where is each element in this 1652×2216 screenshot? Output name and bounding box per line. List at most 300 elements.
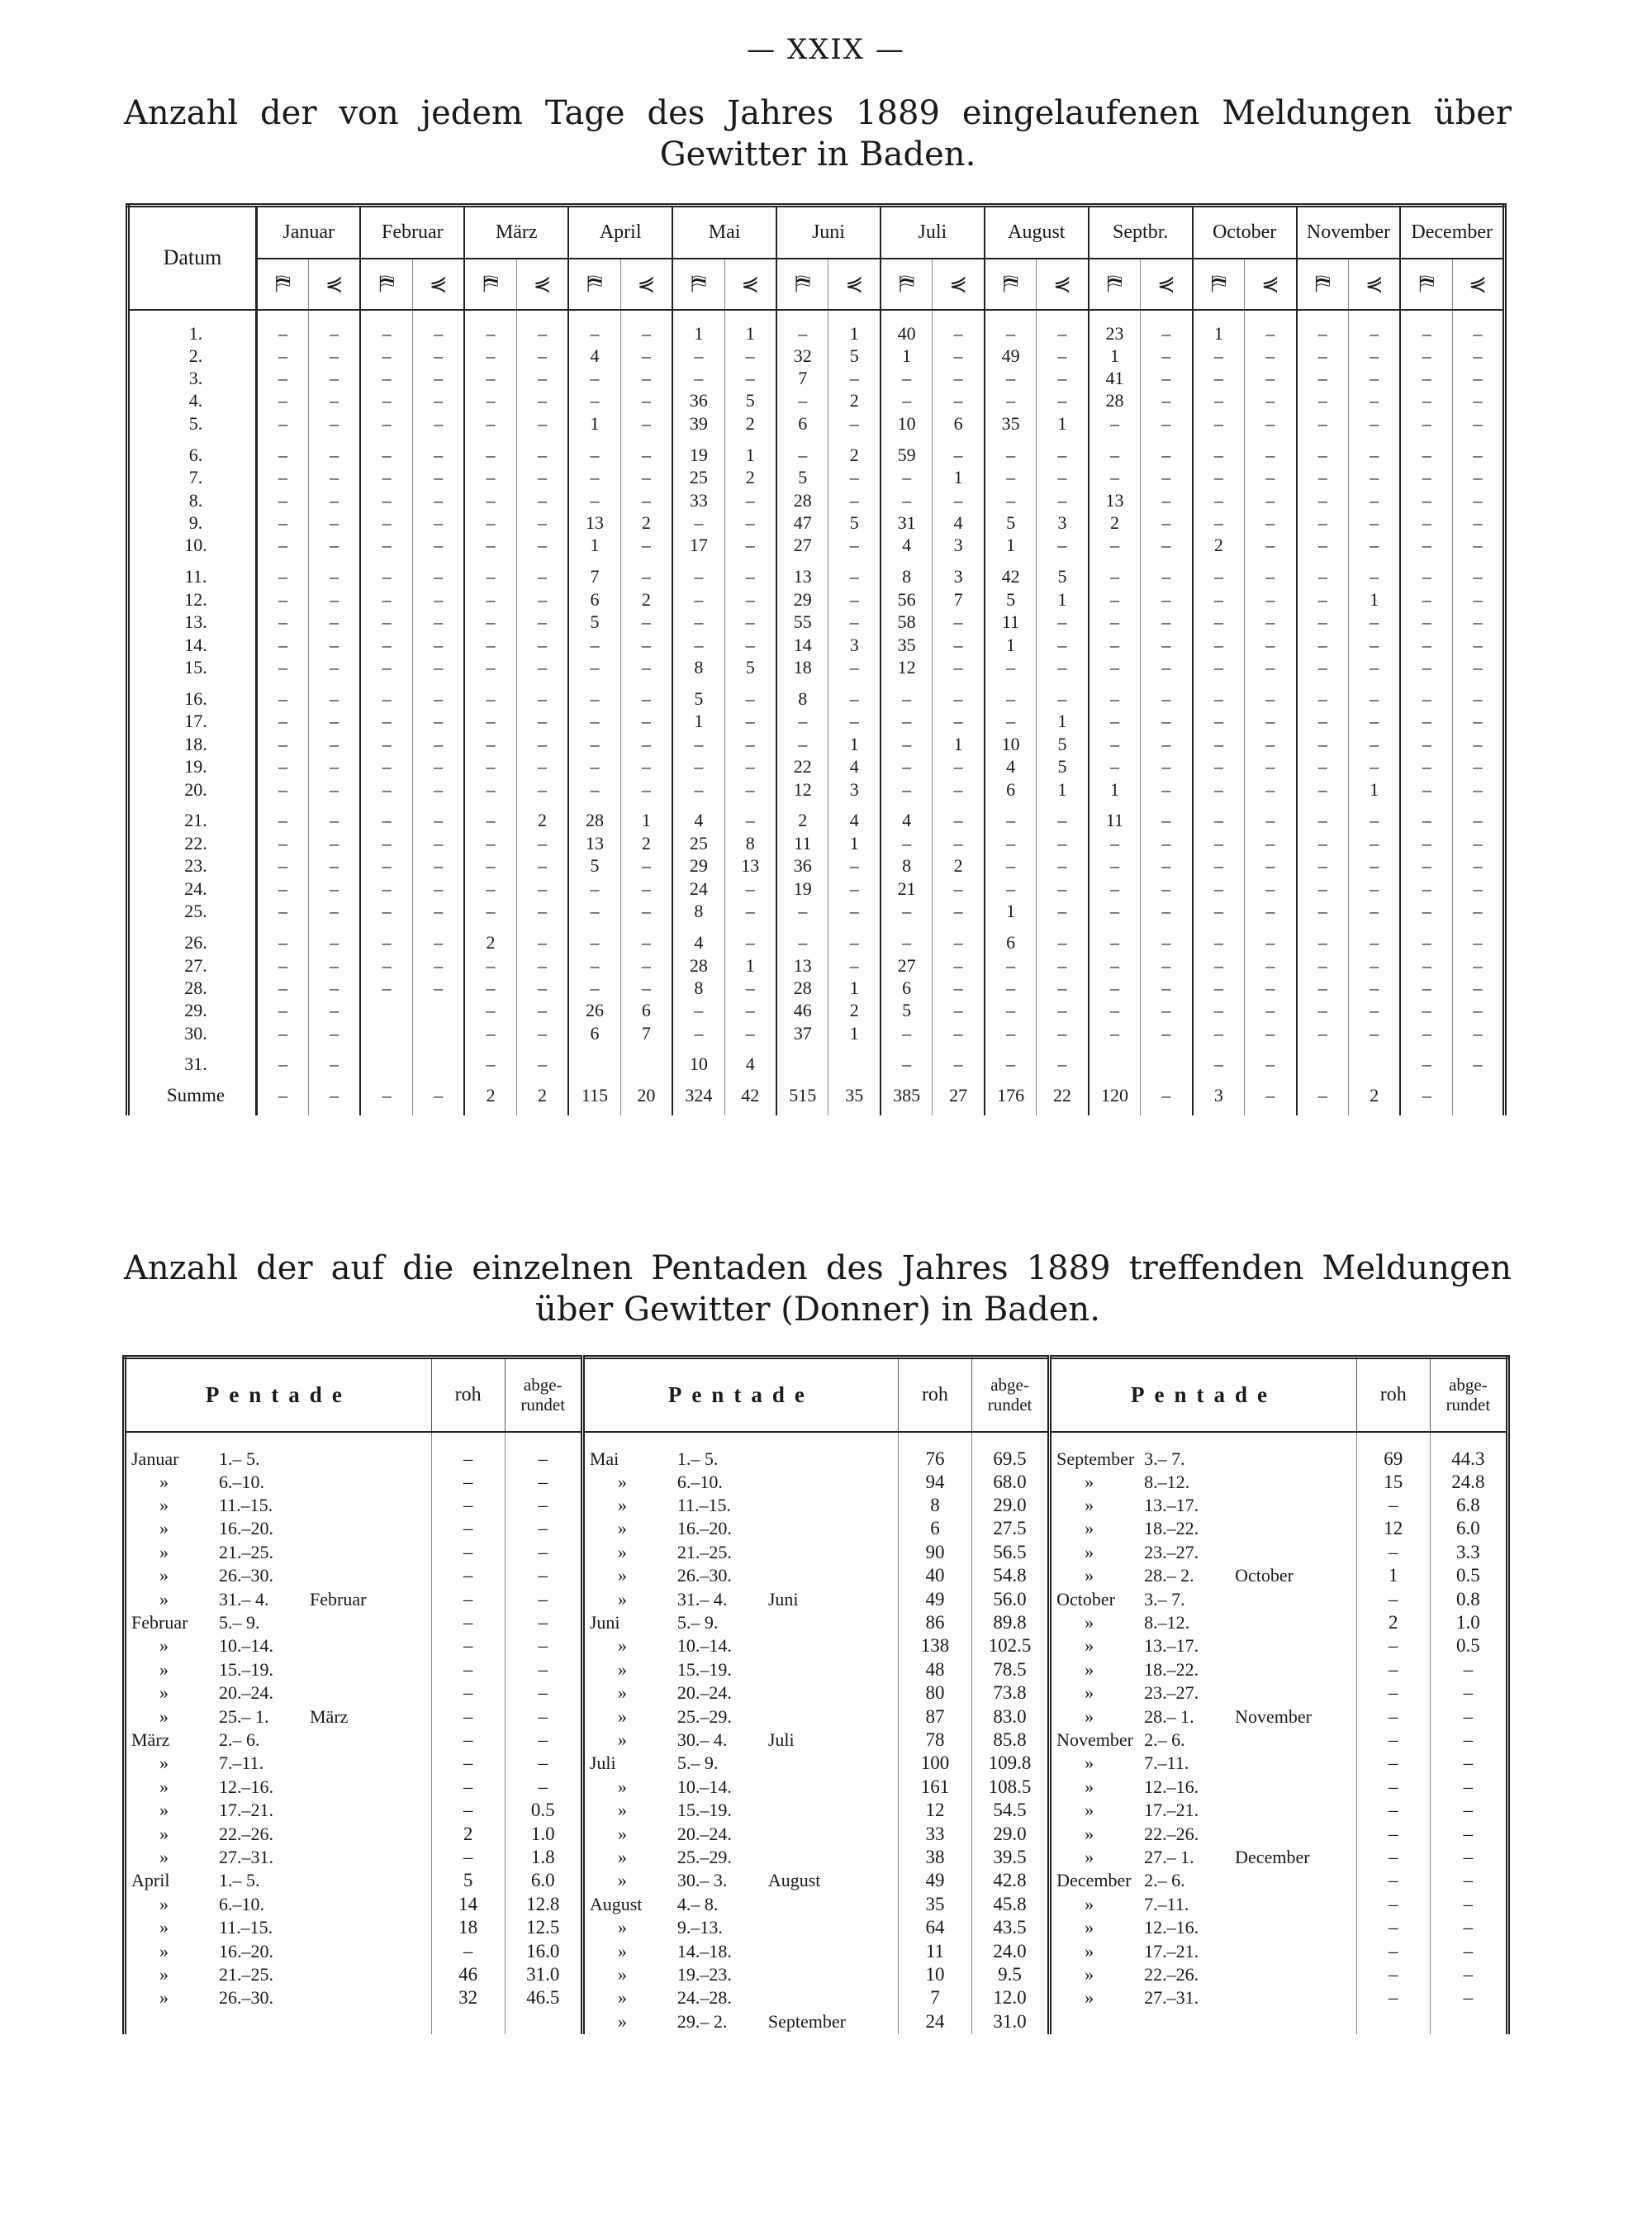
count-cell: – — [620, 534, 672, 556]
count-cell: 4 — [672, 801, 724, 832]
count-cell: – — [1452, 611, 1504, 633]
month-name: » — [159, 1776, 169, 1797]
count-cell: – — [776, 900, 828, 922]
sum-cell: 515 — [776, 1076, 828, 1115]
roh-value: – — [1356, 1799, 1430, 1822]
roh-value: – — [1356, 1634, 1430, 1657]
count-cell — [1141, 1044, 1193, 1076]
count-cell: – — [1245, 389, 1297, 411]
count-cell: – — [412, 854, 464, 877]
day-range: 12.–16. — [219, 1776, 273, 1797]
count-cell: – — [1245, 832, 1297, 854]
count-cell: 13 — [776, 557, 828, 588]
month-name: » — [617, 1940, 627, 1962]
count-cell: – — [1193, 922, 1245, 953]
count-cell: – — [464, 678, 516, 710]
day-range: 21.–25. — [219, 1541, 273, 1562]
month-name: April — [131, 1870, 170, 1891]
roh-value: 80 — [898, 1681, 971, 1705]
count-cell: – — [1400, 953, 1452, 976]
count-cell: – — [1349, 755, 1401, 778]
count-cell: – — [828, 877, 881, 900]
count-cell: – — [412, 534, 464, 556]
count-cell: – — [360, 412, 412, 435]
count-cell: – — [568, 900, 620, 922]
pentade-label — [582, 1963, 898, 1986]
sum-cell: 176 — [985, 1076, 1037, 1115]
count-cell: – — [1400, 854, 1452, 877]
day-range: 25.–29. — [676, 1705, 732, 1727]
abgerundet-value: – — [505, 1776, 582, 1799]
day-label: 19. — [128, 755, 257, 778]
lightning-flag-icon: ⛿ — [985, 259, 1037, 310]
roh-value: 161 — [898, 1776, 971, 1799]
count-cell: – — [464, 733, 516, 755]
count-cell: – — [412, 801, 464, 832]
count-cell: – — [1349, 557, 1401, 588]
pentade-label — [125, 1494, 432, 1517]
count-cell: – — [257, 977, 309, 999]
abgerundet-value: – — [1430, 1822, 1507, 1845]
count-cell: – — [1349, 389, 1401, 411]
count-cell: – — [412, 710, 464, 732]
count-cell: – — [360, 900, 412, 922]
count-cell: – — [412, 922, 464, 953]
next-month: September — [767, 2011, 846, 2033]
roh-value: 10 — [898, 1963, 971, 1986]
count-cell: – — [308, 488, 360, 511]
count-cell: – — [1193, 953, 1245, 976]
count-cell: 6 — [985, 922, 1037, 953]
day-range: 20.–24. — [676, 1682, 732, 1704]
roh-header: roh — [431, 1358, 505, 1432]
count-cell: – — [724, 1021, 776, 1044]
count-cell: – — [985, 1021, 1037, 1044]
count-cell: – — [360, 389, 412, 411]
roh-value: – — [1356, 1658, 1430, 1681]
count-cell: – — [1037, 977, 1089, 999]
table-row — [128, 733, 1505, 755]
count-cell: – — [1452, 534, 1504, 556]
day-label: 7. — [128, 466, 257, 488]
month-name: December — [1056, 1870, 1132, 1891]
day-label: 15. — [128, 656, 257, 678]
count-cell: – — [464, 588, 516, 611]
count-cell: – — [308, 755, 360, 778]
count-cell: 10 — [881, 412, 933, 435]
pentade-label — [1050, 1658, 1357, 1681]
count-cell: – — [568, 367, 620, 389]
count-cell: – — [1089, 977, 1141, 999]
count-cell: – — [1037, 832, 1089, 854]
table-row — [128, 435, 1505, 466]
sum-cell: 27 — [933, 1076, 985, 1115]
count-cell: – — [412, 557, 464, 588]
count-cell: – — [672, 345, 724, 367]
count-cell: – — [257, 999, 309, 1021]
table-row — [128, 999, 1505, 1021]
table-row — [128, 977, 1505, 999]
pentade-label — [125, 1564, 432, 1587]
abgerundet-value: 45.8 — [971, 1893, 1049, 1916]
count-cell — [360, 1044, 412, 1076]
month-name: » — [617, 1776, 627, 1797]
abgerundet-value: – — [505, 1634, 582, 1657]
sum-cell: 2 — [516, 1076, 568, 1115]
count-cell: – — [1037, 922, 1089, 953]
day-label: 11. — [128, 557, 257, 588]
count-cell: – — [464, 466, 516, 488]
count-cell: – — [1349, 412, 1401, 435]
count-cell: – — [464, 854, 516, 877]
pentade-label — [582, 1611, 898, 1634]
pentade-label — [125, 2009, 432, 2034]
roh-value: 1 — [1356, 1564, 1430, 1587]
day-label: 3. — [128, 367, 257, 389]
count-cell: – — [1141, 977, 1193, 999]
count-cell: – — [1037, 466, 1089, 488]
datum-header: Datum — [128, 206, 257, 310]
month-name: » — [617, 1541, 627, 1562]
table-row — [128, 656, 1505, 678]
count-cell: – — [881, 755, 933, 778]
count-cell: 14 — [776, 633, 828, 655]
count-cell: – — [1297, 435, 1349, 466]
month-name: » — [617, 1823, 627, 1844]
count-cell: 21 — [881, 877, 933, 900]
day-range: 23.–27. — [1144, 1682, 1199, 1704]
count-cell: – — [412, 832, 464, 854]
month-header: October — [1193, 206, 1297, 259]
day-label: 31. — [128, 1044, 257, 1076]
rundet-label: rundet — [520, 1395, 566, 1415]
count-cell: 11 — [776, 832, 828, 854]
table-row — [128, 900, 1505, 922]
roh-value: 11 — [898, 1939, 971, 1962]
month-name: » — [1085, 1518, 1094, 1539]
count-cell: – — [985, 877, 1037, 900]
abgerundet-value: 83.0 — [971, 1705, 1049, 1728]
count-cell: – — [672, 367, 724, 389]
count-cell: – — [1141, 999, 1193, 1021]
count-cell: – — [257, 534, 309, 556]
lightning-flag-icon: ⛿ — [1089, 259, 1141, 310]
roh-value: 7 — [898, 1986, 971, 2009]
pentade-table — [122, 1355, 1510, 2034]
count-cell: – — [1297, 832, 1349, 854]
count-cell: – — [308, 854, 360, 877]
count-cell: – — [985, 1044, 1037, 1076]
count-cell: – — [1349, 1021, 1401, 1044]
count-cell: – — [1349, 310, 1401, 345]
count-cell: – — [1037, 801, 1089, 832]
count-cell: – — [1297, 534, 1349, 556]
count-cell: 41 — [1089, 367, 1141, 389]
pentade-label — [582, 1494, 898, 1517]
count-cell: 1 — [985, 534, 1037, 556]
count-cell: – — [1245, 778, 1297, 800]
roh-value: – — [431, 1939, 505, 1962]
count-cell: – — [1349, 877, 1401, 900]
pentade-label — [1050, 1752, 1357, 1775]
count-cell: – — [1297, 588, 1349, 611]
pentade-label — [582, 1822, 898, 1845]
count-cell: 8 — [672, 977, 724, 999]
count-cell: – — [1452, 389, 1504, 411]
count-cell: – — [1141, 310, 1193, 345]
abgerundet-value — [505, 2009, 582, 2034]
day-label: 9. — [128, 511, 257, 534]
day-label: 4. — [128, 389, 257, 411]
count-cell: – — [1089, 557, 1141, 588]
roh-value: 33 — [898, 1822, 971, 1845]
count-cell: – — [776, 435, 828, 466]
count-cell: – — [1089, 678, 1141, 710]
count-cell: 6 — [776, 412, 828, 435]
count-cell: – — [620, 922, 672, 953]
abgerundet-header — [1430, 1358, 1507, 1432]
count-cell: – — [1141, 922, 1193, 953]
count-cell: – — [516, 588, 568, 611]
count-cell: 27 — [776, 534, 828, 556]
count-cell: – — [1037, 854, 1089, 877]
count-cell: – — [1193, 832, 1245, 854]
count-cell: – — [881, 778, 933, 800]
month-name: Juli — [589, 1752, 616, 1774]
month-name: » — [1085, 1471, 1094, 1492]
pentade-label — [582, 1681, 898, 1705]
count-cell: – — [568, 488, 620, 511]
count-cell: 18 — [776, 656, 828, 678]
count-cell: – — [620, 778, 672, 800]
count-cell: – — [1089, 999, 1141, 1021]
month-name: » — [617, 1495, 627, 1516]
roh-value: 69 — [1356, 1432, 1430, 1471]
count-cell: – — [828, 488, 881, 511]
count-cell: – — [1141, 832, 1193, 854]
count-cell: – — [933, 633, 985, 655]
month-name: » — [1085, 1987, 1094, 2009]
pentade-label — [1050, 1705, 1357, 1728]
day-range: 21.–25. — [676, 1541, 732, 1562]
abgerundet-value: – — [505, 1471, 582, 1494]
abgerundet-value: 6.8 — [1430, 1494, 1507, 1517]
day-range: 28.– 1. — [1144, 1705, 1194, 1727]
count-cell: 1 — [828, 832, 881, 854]
count-cell: 5 — [985, 588, 1037, 611]
count-cell: – — [1037, 953, 1089, 976]
count-cell: – — [1141, 710, 1193, 732]
count-cell: – — [257, 710, 309, 732]
day-range: 31.– 4. — [219, 1588, 269, 1610]
count-cell: – — [1245, 466, 1297, 488]
count-cell: – — [1400, 534, 1452, 556]
abgerundet-value: 39.5 — [971, 1846, 1049, 1869]
day-label: 10. — [128, 534, 257, 556]
count-cell: – — [1297, 755, 1349, 778]
day-range: 20.–24. — [219, 1682, 273, 1704]
day-range: 12.–16. — [1144, 1776, 1199, 1797]
sum-cell: 2 — [1349, 1076, 1401, 1115]
count-cell: – — [308, 656, 360, 678]
next-month: Juni — [767, 1588, 799, 1610]
day-range: 20.–24. — [676, 1823, 732, 1844]
count-cell: – — [568, 633, 620, 655]
count-cell: – — [1141, 367, 1193, 389]
count-cell: – — [1452, 778, 1504, 800]
count-cell: – — [412, 389, 464, 411]
next-month: März — [310, 1705, 349, 1727]
count-cell: 6 — [568, 1021, 620, 1044]
thunder-symbol-icon: ⋞ — [828, 259, 881, 310]
count-cell: – — [724, 733, 776, 755]
roh-value: 46 — [431, 1963, 505, 1986]
day-range: 5.– 9. — [219, 1612, 260, 1633]
count-cell: – — [516, 1044, 568, 1076]
abgerundet-value: – — [505, 1494, 582, 1517]
abgerundet-value: 56.5 — [971, 1541, 1049, 1564]
count-cell: 6 — [933, 412, 985, 435]
pentade-label — [125, 1869, 432, 1892]
roh-value: 14 — [431, 1893, 505, 1916]
abgerundet-value: – — [505, 1611, 582, 1634]
count-cell: – — [516, 466, 568, 488]
count-cell: – — [1245, 977, 1297, 999]
month-name: » — [1085, 1658, 1094, 1680]
count-cell: – — [881, 710, 933, 732]
count-cell: – — [1193, 435, 1245, 466]
month-header: December — [1400, 206, 1504, 259]
count-cell: – — [672, 755, 724, 778]
pentade-label — [582, 1869, 898, 1892]
count-cell: – — [308, 1044, 360, 1076]
count-cell: 25 — [672, 832, 724, 854]
table-row — [128, 488, 1505, 511]
day-range: 16.–20. — [219, 1518, 273, 1539]
sum-cell: 42 — [724, 1076, 776, 1115]
pentade-label — [125, 1822, 432, 1845]
count-cell: – — [620, 389, 672, 411]
month-name: September — [1056, 1448, 1135, 1469]
count-cell: – — [568, 656, 620, 678]
table-row — [125, 1705, 1508, 1728]
day-label: 16. — [128, 678, 257, 710]
table-row — [128, 588, 1505, 611]
count-cell: 8 — [724, 832, 776, 854]
count-cell: – — [1400, 488, 1452, 511]
count-cell: – — [257, 733, 309, 755]
count-cell: – — [933, 435, 985, 466]
roh-value: 138 — [898, 1634, 971, 1657]
count-cell: 35 — [985, 412, 1037, 435]
count-cell: – — [985, 710, 1037, 732]
sum-cell — [1452, 1076, 1504, 1115]
count-cell: – — [308, 801, 360, 832]
pentade-label — [582, 1432, 898, 1471]
abge-label: abge- — [1449, 1375, 1488, 1396]
abgerundet-value: 0.5 — [1430, 1564, 1507, 1587]
month-name: » — [617, 1800, 627, 1821]
pentade-label — [1050, 1846, 1357, 1869]
count-cell: – — [1193, 367, 1245, 389]
roh-value: – — [1356, 1729, 1430, 1752]
count-cell: – — [516, 345, 568, 367]
count-cell: 1 — [724, 435, 776, 466]
day-range: 9.–13. — [676, 1917, 723, 1938]
count-cell: – — [516, 412, 568, 435]
count-cell: 1 — [828, 1021, 881, 1044]
abgerundet-value: – — [1430, 1916, 1507, 1939]
count-cell: – — [1245, 367, 1297, 389]
month-name: » — [1085, 1963, 1094, 1985]
table-row — [128, 466, 1505, 488]
count-cell: – — [620, 755, 672, 778]
day-range: 30.– 4. — [676, 1729, 728, 1750]
count-cell: – — [620, 678, 672, 710]
month-name: » — [159, 1963, 169, 1985]
pentade-label — [582, 1705, 898, 1728]
sum-label: Summe — [128, 1076, 257, 1115]
count-cell: – — [1245, 633, 1297, 655]
count-cell: – — [1297, 854, 1349, 877]
count-cell: – — [308, 953, 360, 976]
count-cell: – — [620, 466, 672, 488]
count-cell: – — [412, 488, 464, 511]
month-name: » — [617, 1917, 627, 1938]
count-cell: – — [1193, 588, 1245, 611]
pentade-label — [1050, 1611, 1357, 1634]
count-cell: – — [1400, 389, 1452, 411]
count-cell: – — [620, 953, 672, 976]
count-cell: 13 — [776, 953, 828, 976]
count-cell: – — [1452, 310, 1504, 345]
count-cell: 5 — [672, 678, 724, 710]
count-cell: 2 — [724, 412, 776, 435]
count-cell: – — [985, 488, 1037, 511]
pentade-label — [1050, 1587, 1357, 1610]
count-cell: 36 — [672, 389, 724, 411]
count-cell: – — [1297, 999, 1349, 1021]
day-range: 10.–14. — [676, 1635, 732, 1657]
table-row — [128, 511, 1505, 534]
count-cell: – — [1297, 488, 1349, 511]
count-cell: – — [464, 710, 516, 732]
day-range: 6.–10. — [219, 1893, 264, 1914]
pentade-label — [582, 1799, 898, 1822]
day-label: 21. — [128, 801, 257, 832]
count-cell: 39 — [672, 412, 724, 435]
count-cell: – — [1452, 854, 1504, 877]
count-cell: 2 — [828, 999, 881, 1021]
pentade-label — [582, 1776, 898, 1799]
count-cell: – — [1089, 854, 1141, 877]
count-cell: – — [412, 877, 464, 900]
month-name: » — [1085, 1917, 1094, 1938]
roh-value: – — [431, 1752, 505, 1775]
month-name: » — [159, 1518, 169, 1539]
day-label: 2. — [128, 345, 257, 367]
count-cell: – — [724, 710, 776, 732]
day-range: 4.– 8. — [676, 1893, 719, 1914]
count-cell: – — [360, 922, 412, 953]
count-cell: – — [412, 656, 464, 678]
month-name: » — [159, 1682, 169, 1704]
pentade-label — [1050, 1729, 1357, 1752]
count-cell: – — [1245, 511, 1297, 534]
count-cell: – — [1193, 1021, 1245, 1044]
pentade-label — [125, 1634, 432, 1657]
roh-value: 78 — [898, 1729, 971, 1752]
